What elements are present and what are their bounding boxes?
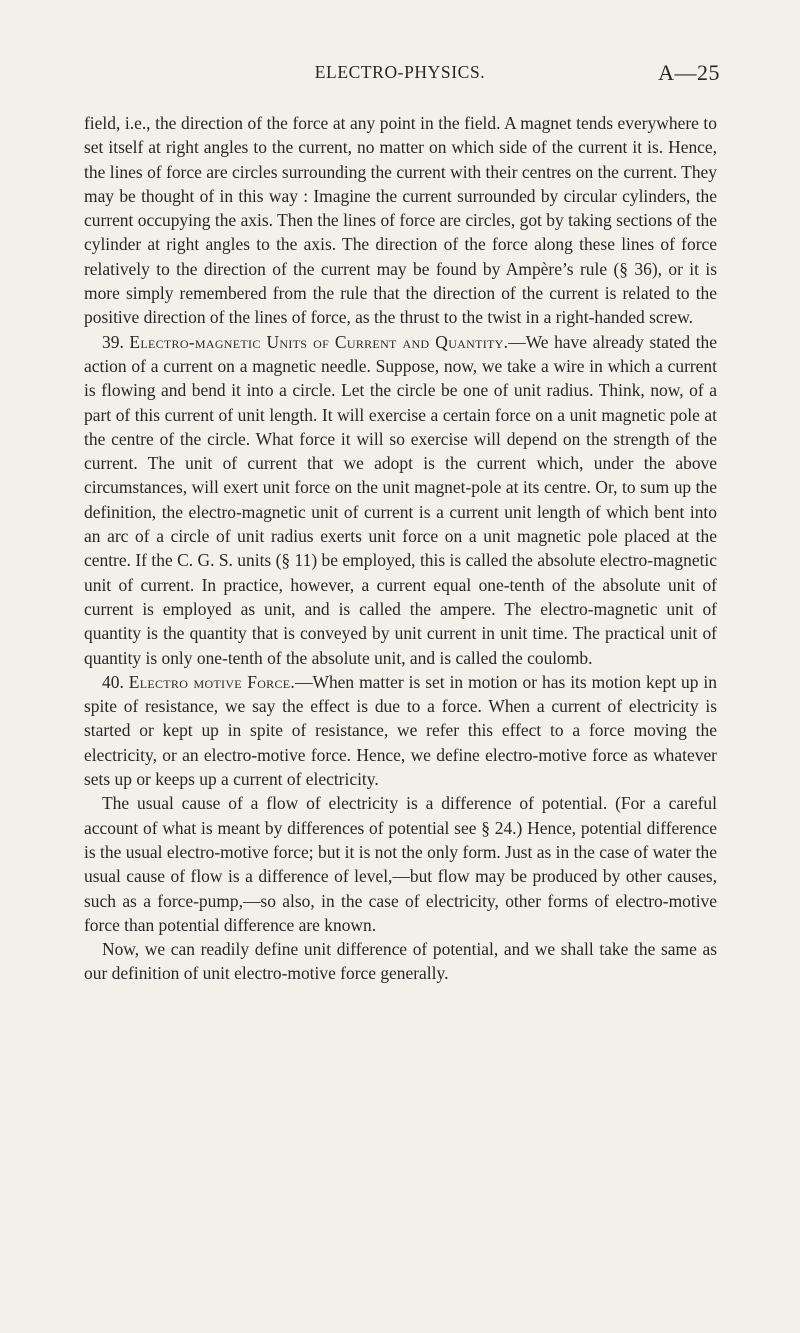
paragraph-potential-difference: The usual cause of a flow of electricity is a difference of potential. (For a careful account of what is meant by differences of potential see § 24.) Hence, potential difference is the usual electro-motive force; but it is not the only form. Just as in the case of water the usual cause of flow is a difference of level,—but flow may be produced by other causes, such as a force-pump,—so also, in the case of electricity, other forms of electro-motive force than potential difference are known. [84, 793, 717, 935]
running-head [0, 60, 800, 90]
section-39-heading: Electro-magnetic Units of Current and Quantity. [129, 331, 509, 352]
page-number: A—25 [658, 60, 720, 85]
section-40 [84, 670, 717, 791]
running-title: ELECTRO-PHYSICS. [314, 62, 486, 82]
section-40-heading: Electro motive Force. [128, 671, 296, 692]
section-40-text: —When matter is set in motion or has its motion kept up in spite of resistance, we say the effect is due to a force. When a current of electricity is started or kept up in spite of resistance, we refer this effect to a force moving the electricity, or an electro-motive force. Hence, we define electro-motive force as whatever sets up or keeps up a current of electricity. [84, 671, 717, 790]
section-39-text: —We have already stated the action of a current on a magnetic needle. Suppose, now, we take a wire in which a current is flowing and bend it into a circle. Let the circle be one of unit radius. Think, now, of a part of this current of unit length. It will exercise a certain force on a unit magnetic pole at the centre of the circle. What force it will so exercise will depend on the strength of the current. The unit of current that we adopt is the current which, under the above circumstances, will exert unit force on the unit magnet-pole at its centre. Or, to sum up the definition, the electro-magnetic unit of current is a current unit length of which bent into an arc of a circle of unit radius exerts unit force on a unit magnetic pole placed at the centre. If the C. G. S. units (§ 11) be employed, this is called the absolute electro-magnetic unit of current. In practice, however, a current equal one-tenth of the absolute unit of current is employed as unit, and is called the ampere. The electro-magnetic unit of quantity is the quantity that is conveyed by unit current in unit time. The practical unit of quantity is only one-tenth of the absolute unit, and is called the coulomb. [84, 331, 717, 668]
paragraph-unit-definition: Now, we can readily define unit difference of potential, and we shall take the same as our definition of unit electro-motive force generally. [84, 939, 717, 984]
body-text [84, 111, 717, 986]
section-39 [84, 330, 717, 670]
section-39-number: 39. [102, 331, 124, 352]
paragraph-field-direction: field, i.e., the direction of the force at any point in the field. A magnet tends everywhere to set itself at right angles to the current, no matter on which side of the current it is. Hence, the lines of force are circles surrounding the current with their centres on the current. They may be thought of in this way : Imagine the current surrounded by circular cylinders, the current occupying the axis. Then the lines of force are circles, got by taking sections of the cylinder at right angles to the axis. The direction of the force along these lines of force relatively to the direction of the current may be found by Ampère’s rule (§ 36), or it is more simply remembered from the rule that the direction of the current is related to the positive direction of the lines of force, as the thrust to the twist in a right-handed screw. [84, 113, 717, 328]
section-40-number: 40. [102, 671, 124, 692]
